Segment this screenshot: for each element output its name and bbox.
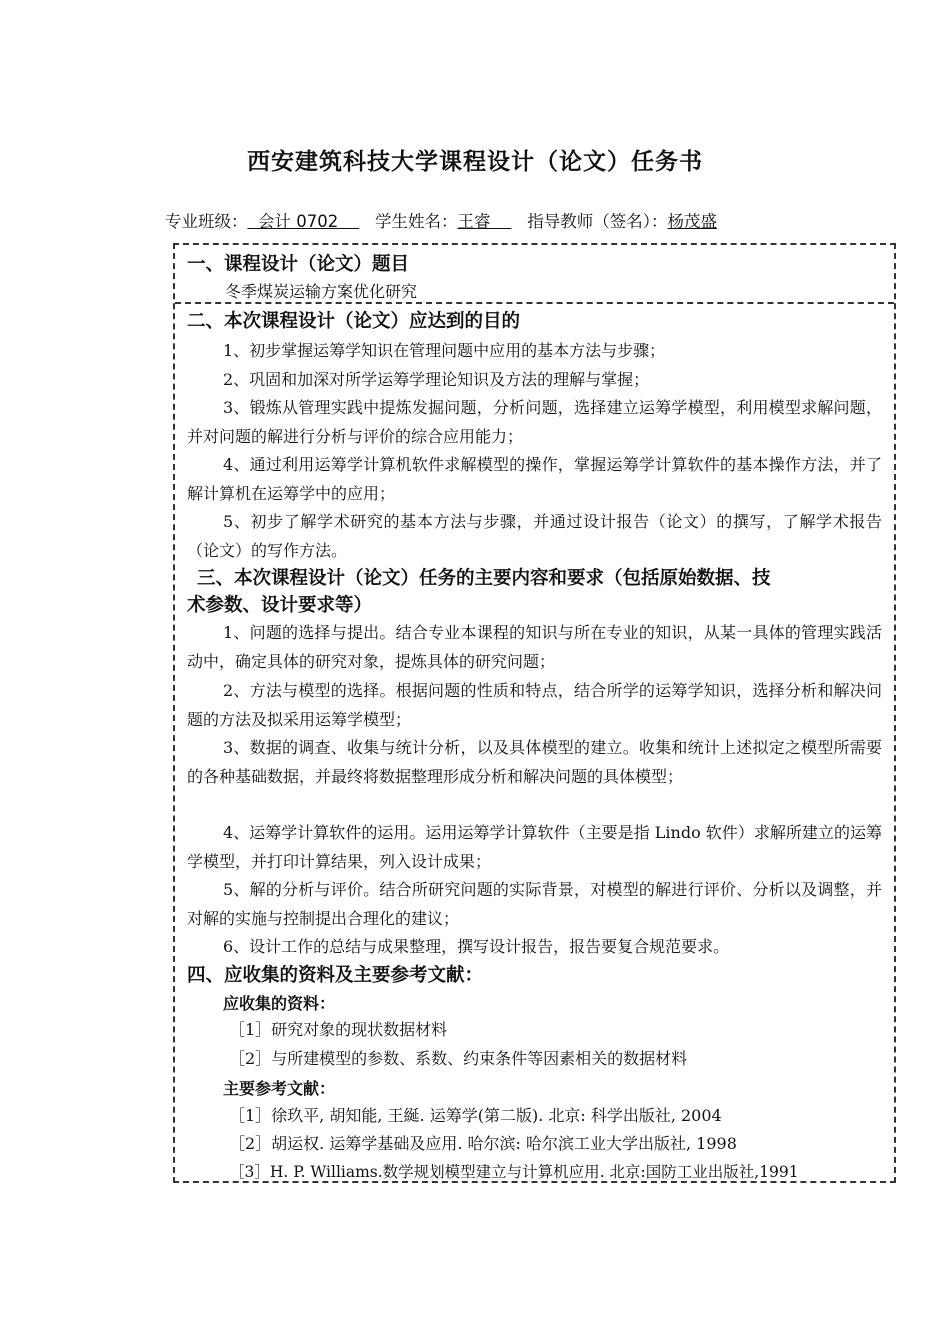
goal-item-2: 2、巩固和加深对所学运筹学理论知识及方法的理解与掌握；	[223, 370, 650, 389]
task-item-2: 2、方法与模型的选择。根据问题的性质和特点，结合所学的运筹学知识，选择分析和解决问题的方法及拟采用运筹学模型；	[187, 681, 882, 729]
goal-item-3: 3、锻炼从管理实践中提炼发掘问题，分析问题，选择建立运筹学模型，利用模型求解问题，并对问题的解进行分析与评价的综合应用能力；	[187, 398, 882, 446]
section-3-heading-cont: 术参数、设计要求等）	[187, 595, 373, 616]
goal-item-1: 1、初步掌握运筹学知识在管理问题中应用的基本方法与步骤；	[223, 341, 666, 360]
section-2-heading: 二、本次课程设计（论文）应达到的目的	[187, 311, 521, 332]
page-title: 西安建筑科技大学课程设计（论文）任务书	[247, 148, 703, 175]
major-value: 会计 0702	[258, 212, 339, 231]
task-item-4: 4、运筹学计算软件的运用。运用运筹学计算软件（主要是指 Lindo 软件）求解所建立的运筹学模型，并打印计算结果，列入设计成果；	[187, 823, 882, 871]
materials-label: 应收集的资料：	[223, 994, 336, 1013]
student-info-row	[165, 208, 717, 232]
advisor-value: 杨茂盛	[667, 212, 717, 231]
task-item-3: 3、数据的调查、收集与统计分析，以及具体模型的建立。收集和统计上述拟定之模型所需要的各种基础数据，并最终将数据整理形成分析和解决问题的具体模型；	[187, 738, 882, 786]
major-label: 专业班级：	[165, 212, 248, 231]
reference-item-2: ［2］胡运权. 运筹学基础及应用. 哈尔滨: 哈尔滨工业大学出版社, 1998	[229, 1134, 737, 1153]
reference-item-1: ［1］徐玖平, 胡知能, 王綖. 运筹学(第二版). 北京: 科学出版社, 2004	[229, 1106, 722, 1125]
task-box	[173, 243, 896, 1183]
student-label: 学生姓名：	[374, 212, 458, 231]
goal-item-4: 4、通过利用运筹学计算机软件求解模型的操作，掌握运筹学计算软件的基本操作方法，并了解计算机在运筹学中的应用；	[187, 455, 882, 503]
section-1-heading: 一、课程设计（论文）题目	[187, 254, 410, 275]
reference-item-3: ［3］H. P. Williams.数学规划模型建立与计算机应用. 北京:国防工业出版社,1991	[229, 1163, 799, 1181]
advisor-label: 指导教师（签名）：	[527, 212, 668, 231]
material-item-1: ［1］研究对象的现状数据材料	[229, 1020, 448, 1039]
section-3-heading: 三、本次课程设计（论文）任务的主要内容和要求（包括原始数据、技	[197, 568, 771, 589]
task-item-5: 5、解的分析与评价。结合所研究问题的实际背景，对模型的解进行评价、分析以及调整，并对解的实施与控制提出合理化的建议；	[187, 880, 882, 928]
task-item-6: 6、设计工作的总结与成果整理，撰写设计报告，报告要复合规范要求。	[223, 937, 730, 956]
goal-item-5: 5、初步了解学术研究的基本方法与步骤，并通过设计报告（论文）的撰写，了解学术报告（论文）的写作方法。	[187, 512, 882, 560]
task-item-1: 1、问题的选择与提出。结合专业本课程的知识与所在专业的知识，从某一具体的管理实践活动中，确定具体的研究对象，提炼具体的研究问题；	[187, 623, 882, 671]
references-label: 主要参考文献：	[223, 1079, 336, 1098]
section-divider	[175, 302, 894, 304]
student-value: 王睿	[457, 212, 491, 231]
thesis-topic: 冬季煤炭运输方案优化研究	[225, 282, 418, 301]
section-4-heading: 四、应收集的资料及主要参考文献：	[187, 965, 484, 986]
material-item-2: ［2］与所建模型的参数、系数、约束条件等因素相关的数据材料	[229, 1049, 688, 1068]
